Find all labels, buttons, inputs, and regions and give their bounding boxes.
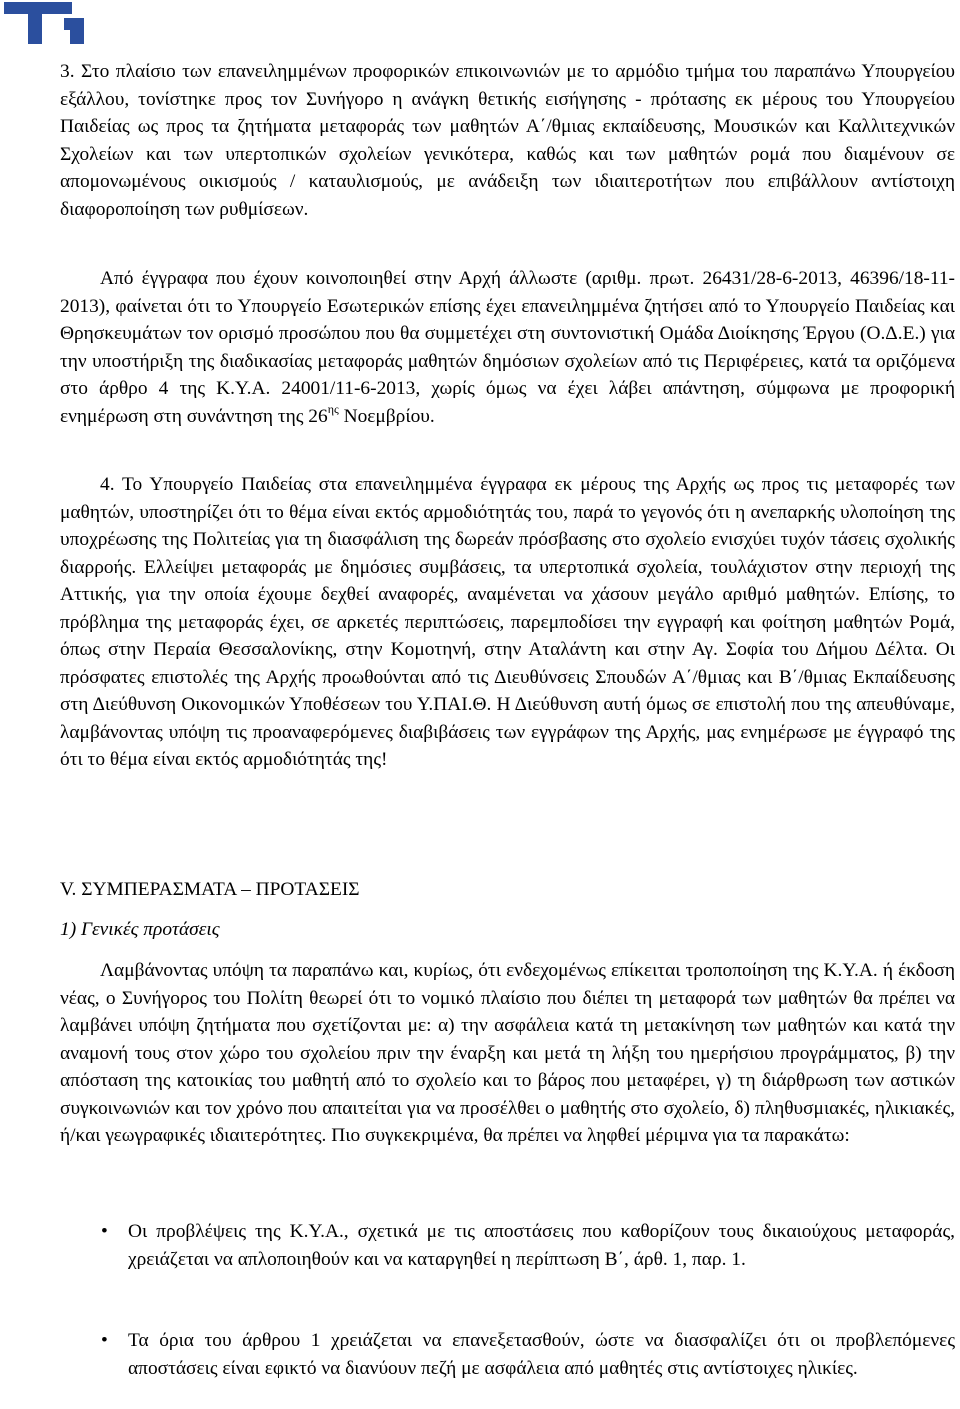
- bullet-marker-2: •: [101, 1330, 108, 1351]
- bullet-marker-1: •: [101, 1221, 108, 1242]
- paragraph-3-cont: [60, 265, 955, 430]
- paragraph-3: 3. Στο πλαίσιο των επανειλημμένων προφορικών επικοινωνιών με το αρμόδιο τμήμα του παραπάνω Υπουργείου εξάλλου, τονίστηκε προς τον Συνήγορο η ανάγκη θετικής εισήγησης - πρότασης εκ μέρους του Υπουργείου Παιδείας ως προς τα ζητήματα μεταφοράς των μαθητών Α΄/θμιας εκπαίδευσης, Μουσικών και Καλλιτεχνικών Σχολείων και των υπερτοπικών σχολείων γενικότερα, καθώς και των μαθητών ρομά που διαμένουν σε απομονωμένους οικισμούς / καταυλισμούς, με ανάδειξη των ιδιαιτεροτήτων που επιβάλλουν αντίστοιχη διαφοροποίηση των ρυθμίσεων.: [60, 61, 955, 220]
- ombudsman-logo-icon: [2, 0, 90, 46]
- paragraph-4: 4. Το Υπουργείο Παιδείας στα επανειλημμένα έγγραφα εκ μέρους της Αρχής ως προς τις μεταφορές των μαθητών, υποστηρίζει ότι το θέμα είναι εκτός αρμοδιότητάς του, παρά το γεγονός ότι η ανεπαρκής υλοποίηση της υποχρέωσης της Πολιτείας για τη διασφάλιση της δωρεάν πρόσβασης στο σχολείο ενισχύει τυχόν τάσεις σχολικής διαρροής. Ελλείψει μεταφοράς με δημόσιες συμβάσεις, τα υπερτοπικά σχολεία, τουλάχιστον στην περιοχή της Αττικής, για την οποία έχουμε δεχθεί αναφορές, αναμένεται να χάσουν μεγάλο αριθμό μαθητών. Επίσης, το πρόβλημα της μεταφοράς έχει, σε αρκετές περιπτώσεις, παρεμποδίσει την εγγραφή και φοίτηση μαθητών Ρομά, όπως στην Περαία Θεσσαλονίκης, στην Κομοτηνή, στην Αταλάντη και στην Αγ. Σοφία του Δήμου Δέλτα. Οι πρόσφατες επιστολές της Αρχής προωθούνται από τις Διευθύνσεις Σπουδών Α΄/θμιας και Β΄/θμιας Εκπαίδευσης στη Διεύθυνση Οικονομικών Υποθέσεων του Υ.ΠΑΙ.Θ. Η Διεύθυνση αυτή όμως σε επιστολή που της απευθύναμε, λαμβάνοντας υπόψη τις προαναφερόμενες διαβιβάσεις των εγγράφων της Αρχής, μας ενημέρωσε με έγγραφό της ότι το θέμα είναι εκτός αρμοδιότητάς της!: [60, 474, 955, 770]
- superscript-ordinal: ης: [327, 401, 339, 416]
- subsection-heading: 1) Γενικές προτάσεις: [60, 919, 220, 940]
- paragraph-5: Λαμβάνοντας υπόψη τα παραπάνω και, κυρίως, ότι ενδεχομένως επίκειται τροποποίηση της Κ.Υ.Α. ή έκδοση νέας, ο Συνήγορος του Πολίτη θεωρεί ότι το νομικό πλαίσιο που διέπει τη μεταφορά των μαθητών θα πρέπει να λαμβάνει υπόψη ζητήματα που σχετίζονται με: α) την ασφάλεια κατά τη μετακίνηση των μαθητών και κατά την αναμονή τους στον χώρο του σχολείου πριν την έναρξη και μετά τη λήξη του ημερήσιου προγράμματος, β) την απόσταση της κατοικίας του μαθητή από το σχολείο και το βάρος που μεταφέρει, γ) τη διάρθρωση των αστικών συγκοινωνιών και τον χρόνο που απαιτείται για να προσέλθει ο μαθητής στο σχολείο, δ) πληθυσμιακές, ηλικιακές, ή/και γεωγραφικές ιδιαιτερότητες. Πιο συγκεκριμένα, θα πρέπει να ληφθεί μέριμνα για τα παρακάτω:: [60, 960, 955, 1146]
- paragraph-3-cont-text: Από έγγραφα που έχουν κοινοποιηθεί στην Αρχή άλλωστε (αριθμ. πρωτ. 26431/28-6-2013, 46396/18-11-2013), φαίνεται ότι το Υπουργείο Εσωτερικών επίσης έχει επανειλημμένα ζητήσει από το Υπουργείο Παιδείας και Θρησκευμάτων τον ορισμό προσώπου που θα συμμετέχει στη συντονιστική Ομάδα Διοίκησης Έργου (Ο.Δ.Ε.) για την υποστήριξη της διαδικασίας μεταφοράς μαθητών δημόσιων σχολείων από τις Περιφέρειες, κατά τα οριζόμενα στο άρθρο 4 της Κ.Υ.Α. 24001/11-6-2013, χωρίς όμως να έχει λάβει απάντηση, σύμφωνα με προφορική ενημέρωση στη συνάντηση της 26: [60, 268, 955, 427]
- section-heading: V. ΣΥΜΠΕΡΑΣΜΑΤΑ – ΠΡΟΤΑΣΕΙΣ: [60, 879, 360, 900]
- bullet-item-1: Οι προβλέψεις της Κ.Υ.Α., σχετικά με τις αποστάσεις που καθορίζουν τους δικαιούχους μεταφοράς, χρειάζεται να απλοποιηθούν και να καταργηθεί η περίπτωση Β΄, άρθ. 1, παρ. 1.: [128, 1221, 955, 1270]
- bullet-item-2: Τα όρια του άρθρου 1 χρειάζεται να επανεξετασθούν, ώστε να διασφαλίζει ότι οι προβλεπόμενες αποστάσεις είναι εφικτό να διανύουν πεζή με ασφάλεια από μαθητές στις αντίστοιχες ηλικίες.: [128, 1330, 955, 1379]
- paragraph-3-cont-end: Νοεμβρίου.: [338, 405, 435, 427]
